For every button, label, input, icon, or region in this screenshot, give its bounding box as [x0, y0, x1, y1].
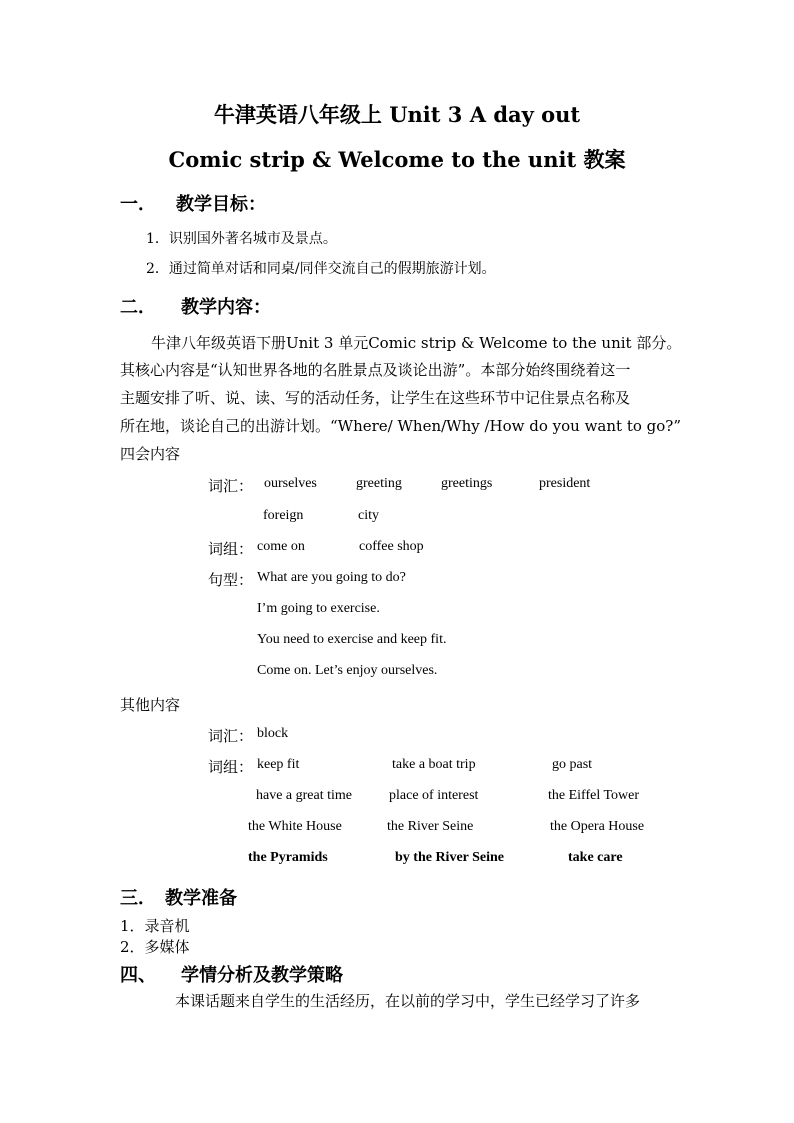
section3-item-1: 1．录音机 [120, 917, 190, 935]
section3-item-2: 2．多媒体 [120, 938, 190, 956]
other-phrase: the River Seine [387, 819, 474, 834]
other-phrase: take care [568, 850, 623, 865]
other-phrase: take a boat trip [392, 757, 476, 772]
section3-number: 三． [120, 888, 156, 909]
section4-heading: 学情分析及教学策略 [181, 965, 343, 986]
vocab-word: city [358, 508, 379, 523]
section4-number: 四、 [120, 965, 156, 986]
vocab-label: 词汇： [208, 477, 254, 495]
other-phrase: place of interest [389, 788, 479, 803]
sentence-item: You need to exercise and keep fit. [257, 632, 447, 647]
phrase-item: coffee shop [359, 539, 424, 554]
four-skills-label: 四会内容 [120, 445, 181, 463]
section4-para: 本课话题来自学生的生活经历，在以前的学习中，学生已经学习了许多 [175, 992, 641, 1010]
other-phrase: the Pyramids [248, 850, 328, 865]
other-phrase: the Opera House [550, 819, 645, 834]
vocab-word: foreign [263, 508, 304, 523]
other-content-label: 其他内容 [120, 696, 181, 714]
other-phrase: have a great time [256, 788, 353, 803]
section2-para-line-1: 牛津八年级英语下册Unit 3 单元Comic strip & Welcome to the unit 部分。 [151, 334, 682, 352]
sentence-label: 句型： [208, 571, 254, 589]
vocab-word: greetings [441, 476, 493, 491]
other-vocab-label: 词汇： [208, 727, 254, 745]
other-phrase-label: 词组： [208, 758, 254, 776]
section2-para-line-3: 主题安排了听、说、读、写的活动任务，让学生在这些环节中记住景点名称及 [120, 389, 631, 407]
vocab-word: greeting [356, 476, 402, 491]
sentence-item: Come on. Let’s enjoy ourselves. [257, 663, 438, 678]
section1-item-1: 1．识别国外著名城市及景点。 [146, 231, 337, 247]
sentence-item: What are you going to do? [257, 570, 406, 585]
sentence-item: I’m going to exercise. [257, 601, 380, 616]
vocab-word: president [539, 476, 591, 491]
other-phrase: go past [552, 757, 593, 772]
other-phrase: the Eiffel Tower [548, 788, 640, 803]
other-phrase: by the River Seine [395, 850, 505, 865]
section3-heading: 教学准备 [165, 888, 237, 909]
phrase-label: 词组： [208, 540, 254, 558]
section2-para-line-2: 其核心内容是“认知世界各地的名胜景点及谈论出游”。本部分始终围绕着这一 [120, 361, 631, 379]
section1-item-2: 2．通过简单对话和同桌/同伴交流自己的假期旅游计划。 [146, 261, 496, 277]
vocab-word: ourselves [264, 476, 317, 491]
section1-number: 一． [120, 194, 156, 215]
section2-para-line-4: 所在地，谈论自己的出游计划。“Where/ When/Why /How do you want to go?” [120, 417, 681, 435]
section1-heading: 教学目标： [176, 194, 266, 215]
other-phrase: the White House [248, 819, 342, 834]
title-line-1: 牛津英语八年级上 Unit 3 A day out [213, 102, 581, 127]
section2-number: 二． [120, 297, 156, 318]
other-phrase: keep fit [257, 757, 300, 772]
section2-heading: 教学内容： [181, 297, 271, 318]
other-vocab-word: block [257, 726, 289, 741]
phrase-item: come on [257, 539, 305, 554]
title-line-2: Comic strip & Welcome to the unit 教案 [168, 147, 626, 172]
